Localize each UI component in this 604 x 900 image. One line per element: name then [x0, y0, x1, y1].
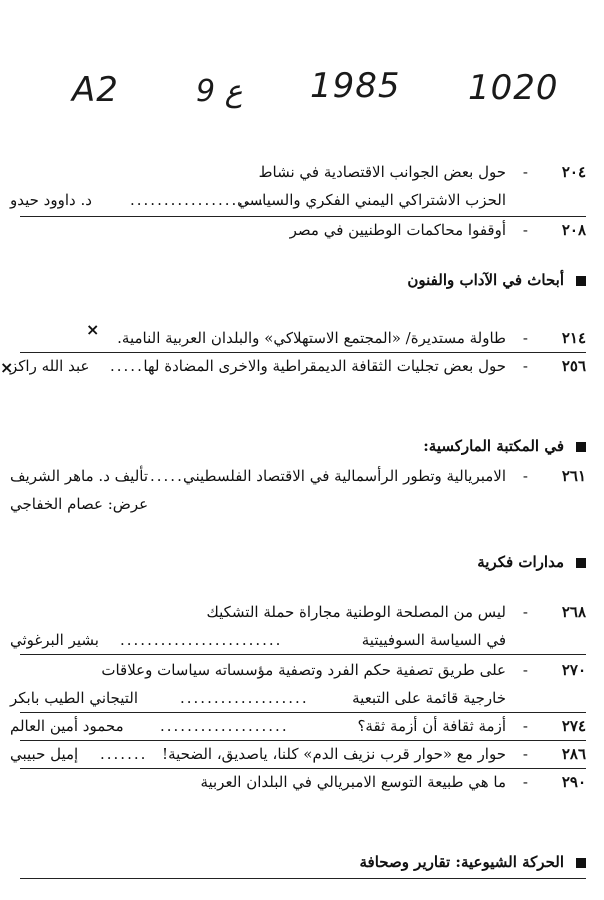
toc-entry: [10, 712, 586, 740]
handwritten-note-3: 1985: [310, 66, 401, 106]
page-number: ٢٦١: [561, 467, 586, 485]
dash: -: [522, 773, 528, 791]
section-title: أبحاث في الآداب والفنون: [407, 271, 564, 289]
entry-title: في السياسة السوفييتية: [361, 631, 506, 649]
toc-entry-continuation: [10, 626, 586, 654]
dash: -: [522, 467, 528, 485]
toc-entry-continuation: [10, 186, 586, 214]
toc-entry: [10, 158, 586, 186]
square-bullet-icon: [576, 276, 586, 286]
divider: [20, 878, 586, 879]
page-number: ٢٨٦: [561, 745, 586, 763]
dash: -: [522, 329, 528, 347]
entry-title: الحزب الاشتراكي اليمني الفكري والسياسي: [237, 191, 506, 209]
page-number: ٢٩٠: [561, 773, 586, 791]
entry-title: حوار مع «حوار قرب نزيف الدم» كلنا، ياصديق، الضحية!: [162, 745, 506, 763]
toc-entry: [10, 740, 586, 768]
entry-title: أزمة ثقافة أن أزمة ثقة؟: [357, 717, 506, 735]
entry-title: على طريق تصفية حكم الفرد وتصفية مؤسساته سياسات وعلاقات: [101, 661, 506, 679]
page-number: ٢٧٠: [561, 661, 586, 679]
handwritten-note-4: 1020: [468, 68, 559, 108]
section-title: في المكتبة الماركسية:: [423, 437, 564, 455]
page-number: ٢٧٤: [561, 717, 586, 735]
page-number: ٢٥٦: [561, 357, 586, 375]
toc-entry: [10, 656, 586, 684]
toc-entry-continuation: [10, 684, 586, 712]
divider: [20, 654, 586, 655]
entry-title: حول بعض الجوانب الاقتصادية في نشاط: [258, 163, 506, 181]
entry-title: حول بعض تجليات الثقافة الديمقراطية والاخرى المضادة لها: [143, 357, 506, 375]
section-title: مدارات فكرية: [477, 553, 564, 571]
review-credit: عرض: عصام الخفاجي: [10, 495, 149, 513]
leader-dots: ........................: [120, 631, 283, 649]
leader-dots: ...................: [180, 689, 309, 707]
dash: -: [522, 661, 528, 679]
entry-title: ليس من المصلحة الوطنية مجاراة حملة التشكيك: [206, 603, 506, 621]
toc-entry: [10, 324, 586, 352]
section-heading-communist: [360, 848, 586, 876]
x-mark-icon: ×: [0, 358, 14, 377]
page-number: ٢٠٨: [561, 221, 586, 239]
entry-author: إميل حبيبي: [10, 745, 79, 763]
entry-title: ما هي طبيعة التوسع الامبريالي في البلدان العربية: [200, 773, 506, 791]
toc-entry: [10, 768, 586, 796]
section-heading-intellectual: [477, 548, 586, 576]
leader-dots: .....: [150, 467, 184, 485]
dash: -: [522, 745, 528, 763]
entry-title: خارجية قائمة على التبعية: [352, 689, 506, 707]
entry-author: د. داوود حيدو: [10, 191, 92, 209]
handwritten-note-2: 9 ع: [196, 74, 243, 109]
toc-entry: [10, 216, 586, 244]
entry-author: تأليف د. ماهر الشريف: [10, 467, 149, 485]
section-heading-marxist: [423, 432, 586, 460]
leader-dots: .......: [100, 745, 148, 763]
dash: -: [522, 717, 528, 735]
page-number: ٢٦٨: [561, 603, 586, 621]
dash: -: [522, 221, 528, 239]
toc-entry-continuation: [10, 490, 586, 518]
entry-title: طاولة مستديرة/ «المجتمع الاستهلاكي» والبلدان العربية النامية.: [117, 329, 506, 347]
square-bullet-icon: [576, 858, 586, 868]
entry-author: بشير البرغوثي: [10, 631, 99, 649]
entry-title: أوقفوا محاكمات الوطنيين في مصر: [289, 221, 506, 239]
handwritten-note-1: A2: [72, 70, 119, 110]
entry-author: التيجاني الطيب بابكر: [10, 689, 139, 707]
page-number: ٢٠٤: [561, 163, 586, 181]
toc-entry: [10, 352, 586, 380]
leader-dots: ...................: [160, 717, 289, 735]
section-heading-arts: [407, 266, 586, 294]
dash: -: [522, 163, 528, 181]
page-number: ٢١٤: [561, 329, 586, 347]
leader-dots: ......: [110, 357, 151, 375]
dash: -: [522, 357, 528, 375]
entry-title: الامبريالية وتطور الرأسمالية في الاقتصاد الفلسطيني: [182, 467, 506, 485]
section-title: الحركة الشيوعية: تقارير وصحافة: [359, 853, 564, 871]
toc-entry: [10, 598, 586, 626]
dash: -: [522, 603, 528, 621]
entry-author: محمود أمين العالم: [10, 717, 124, 735]
leader-dots: ....................: [130, 191, 266, 209]
square-bullet-icon: [576, 558, 586, 568]
x-mark-icon: ×: [86, 320, 100, 339]
toc-entry: [10, 462, 586, 490]
entry-author: عبد الله راكز: [10, 357, 90, 375]
square-bullet-icon: [576, 442, 586, 452]
